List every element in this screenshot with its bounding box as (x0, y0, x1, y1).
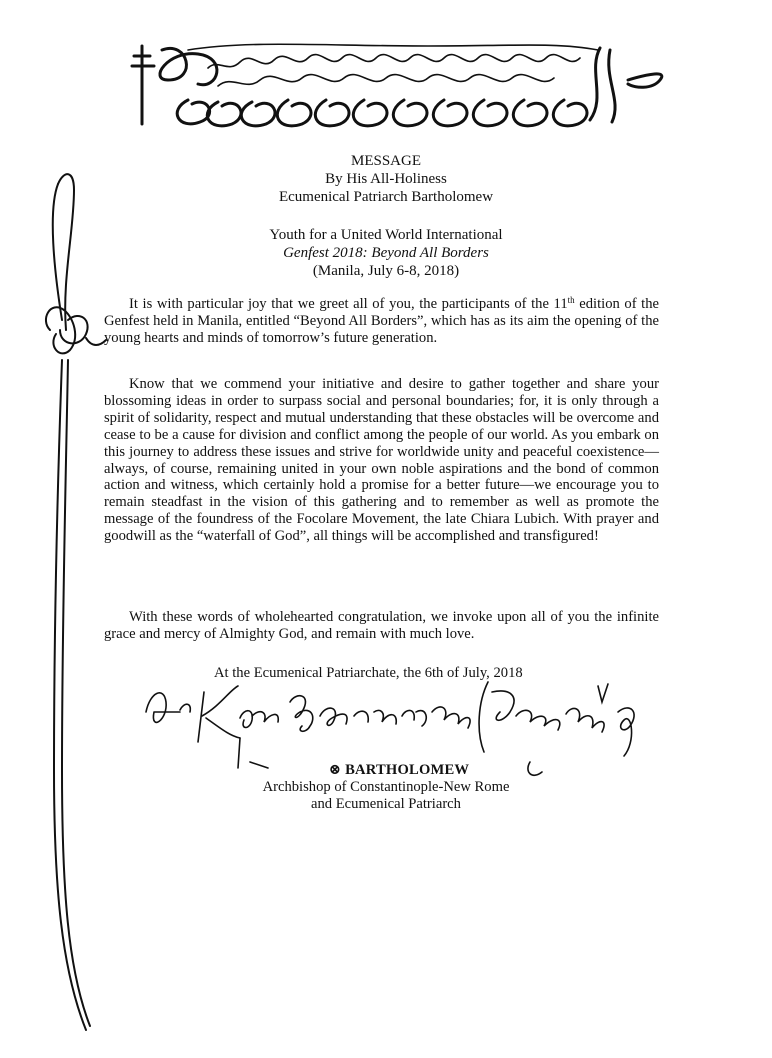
event-block (0, 226, 772, 280)
event-organization: Youth for a United World International (269, 227, 503, 243)
patriarchal-calligraphic-header-icon (128, 40, 668, 130)
message-author: Ecumenical Patriarch Bartholomew (278, 189, 494, 205)
message-heading (0, 152, 772, 206)
by-line: By His All-Holiness (325, 171, 447, 187)
seal-ribbon-icon (40, 170, 110, 1040)
body-paragraph-1-start: It is with particular joy that we greet all of you, the participants of the 11 (129, 296, 568, 312)
body-paragraph-1 (104, 296, 659, 347)
signer-title-line-2: and Ecumenical Patriarch (311, 796, 461, 812)
signer-block (0, 762, 772, 813)
signer-name: ⊗ BARTHOLOMEW (328, 762, 470, 778)
signer-title-line-1: Archbishop of Constantinople-New Rome (262, 779, 510, 795)
event-name: Genfest 2018: Beyond All Borders (283, 245, 489, 261)
ordinal-suffix: th (567, 295, 575, 305)
body-paragraph-3: With these words of wholehearted congratulation, we invoke upon all of you the infinite grace and mercy of Almighty God, and remain with much love. (104, 609, 659, 642)
dateline: At the Ecumenical Patriarchate, the 6th of July, 2018 (214, 665, 523, 681)
body-paragraph-2: Know that we commend your initiative and desire to gather together and share your blossoming ideas in order to surpass social and personal boundaries; for, it is only through a spirit of solidarity, respect and mutual understanding that these obstacles will be overcome and cease to be a cause for division and conflict among the people of our world. As you embark on this journey to address these issues and strive for worldwide unity and peaceful coexistence—always, of course, remaining united in your own noble aspirations and the bond of common action and witness, which certainly hold a promise for a better future—we encourage you to remain steadfast in the vision of this gathering and to remember as well as promote the message of the foundress of the Focolare Movement, the late Chiara Lubich. With prayer and goodwill as the “waterfall of God”, all things will be accomplished and transfigured! (104, 376, 659, 545)
event-place-date: (Manila, July 6-8, 2018) (312, 263, 460, 279)
message-title: MESSAGE (350, 153, 421, 169)
body-paragraph-1-end: edition of the Genfest held in Manila, entitled “Beyond All Borders”, which has as its aim the opening of the young hearts and minds of tomorrow’s future generation. (104, 296, 659, 346)
